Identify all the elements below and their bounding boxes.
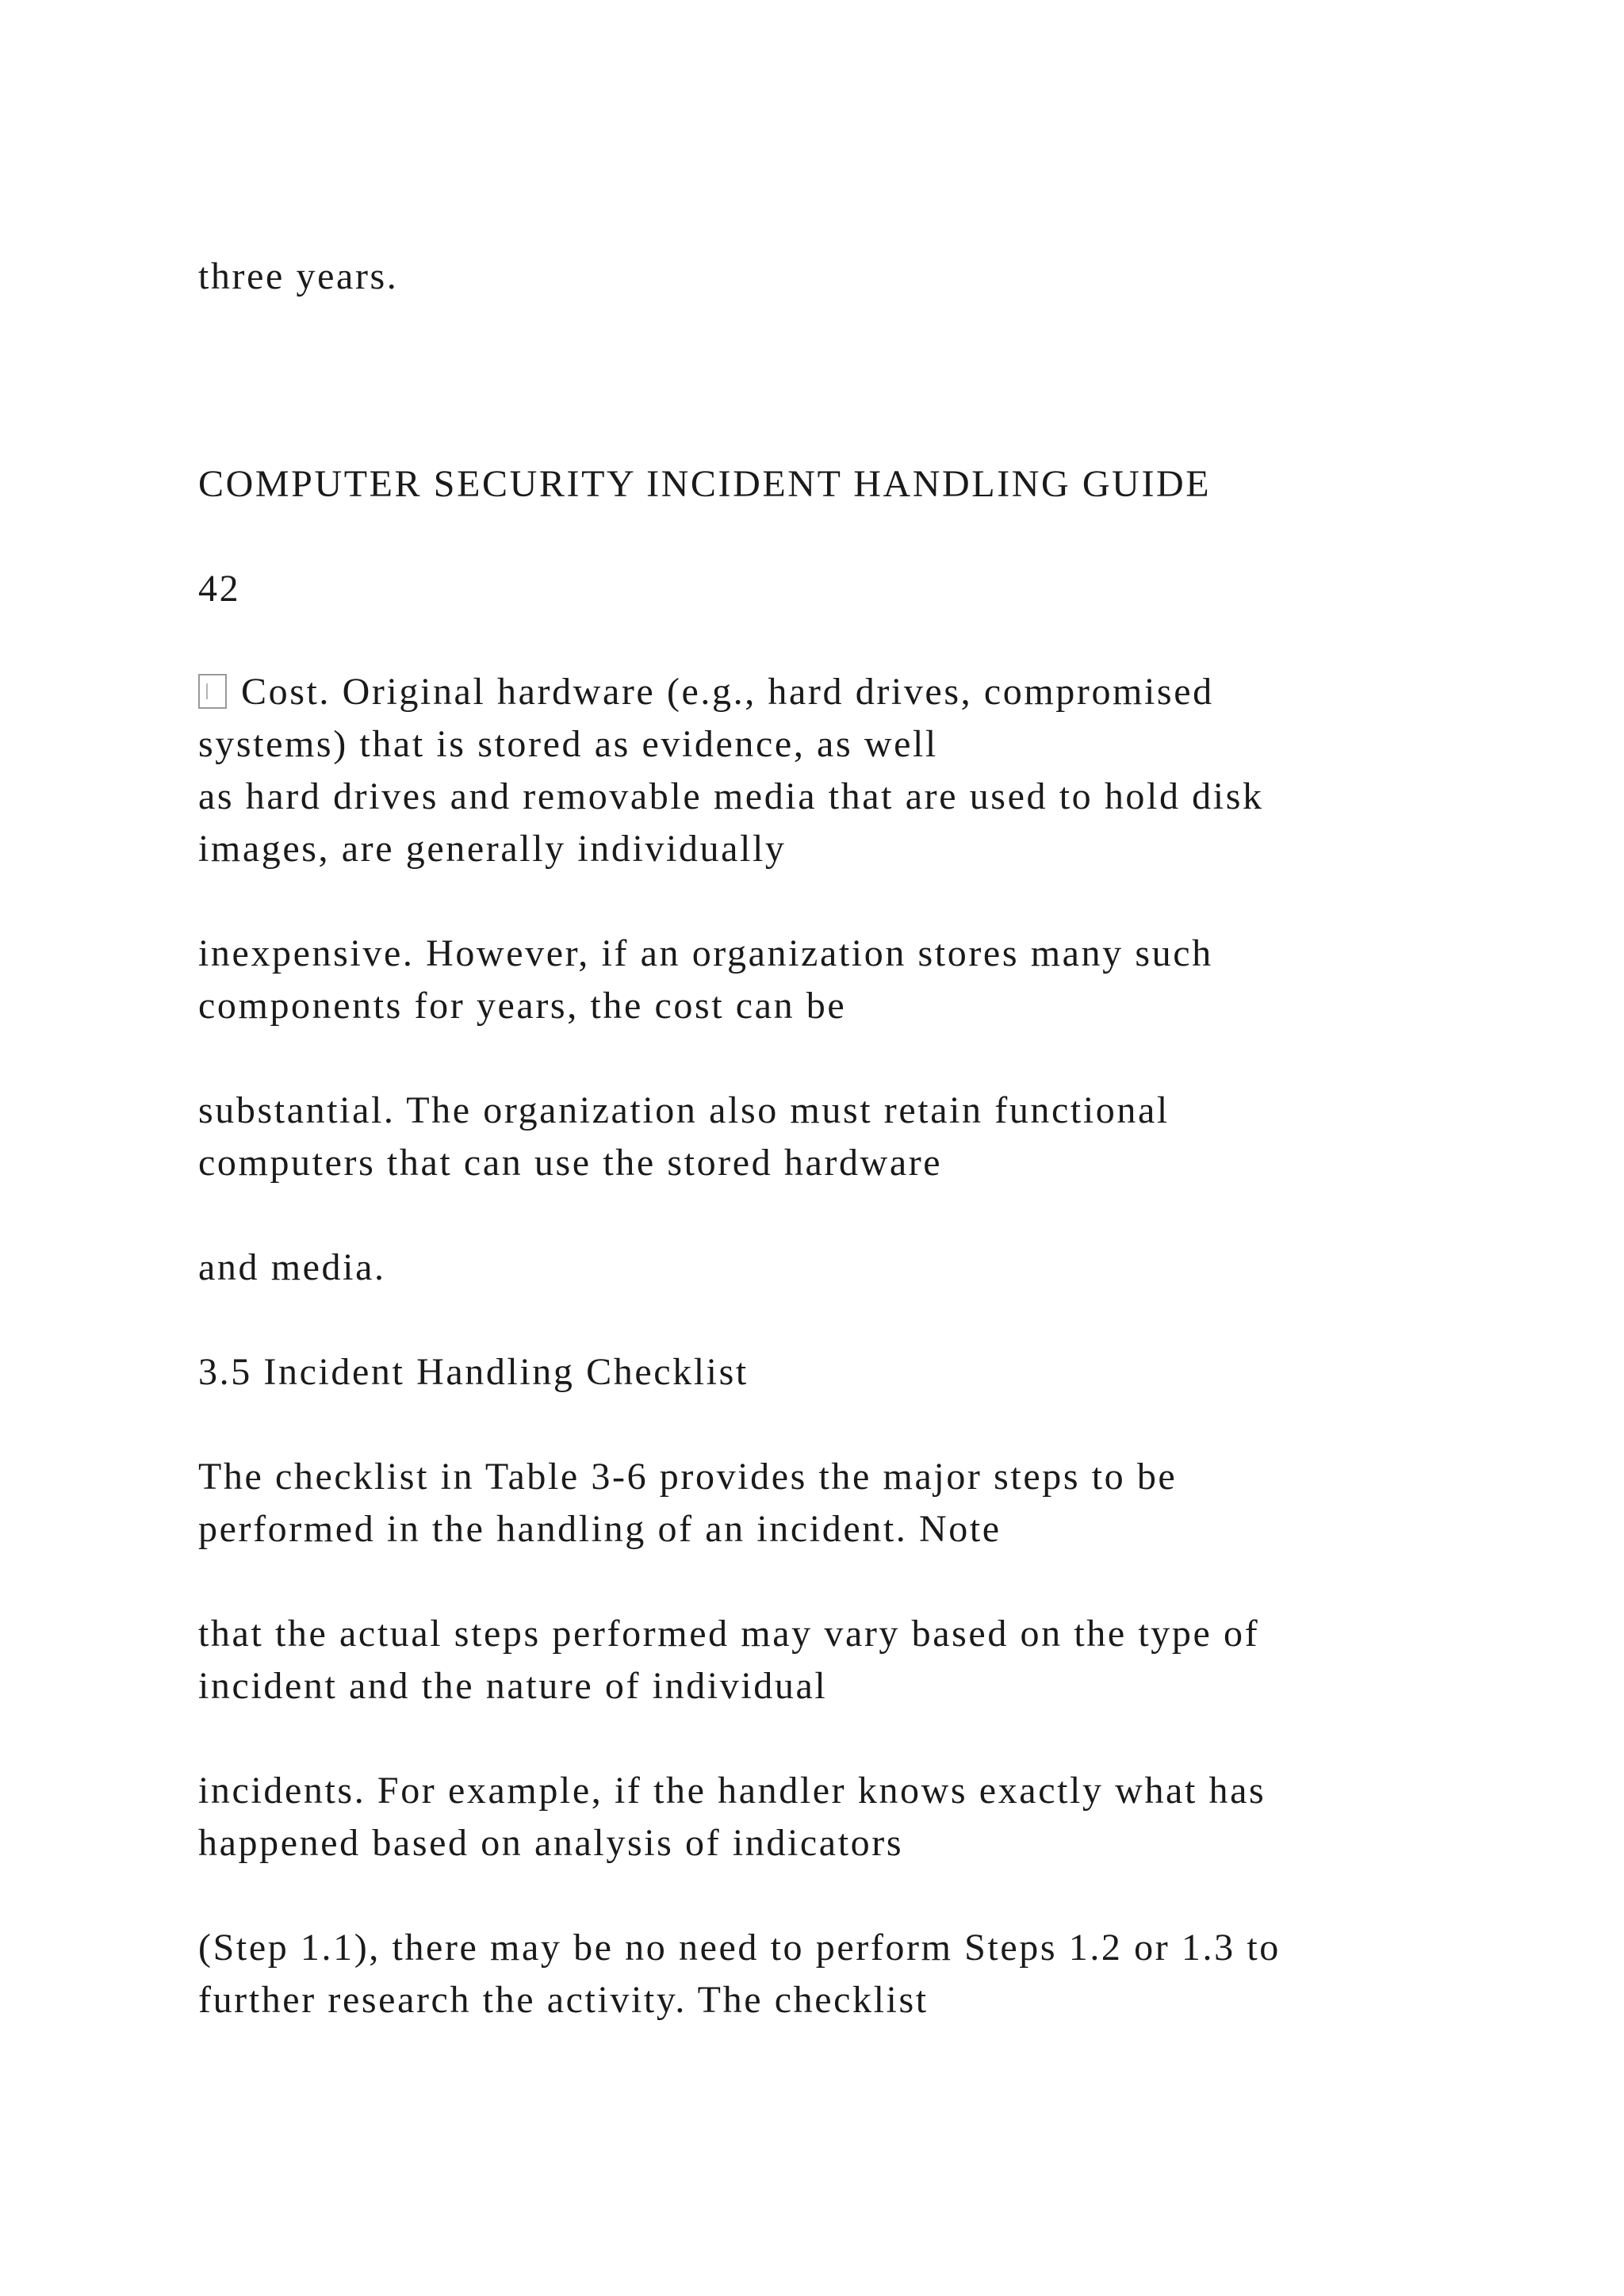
text-line: and media. <box>198 1246 386 1288</box>
text-line: as hard drives and removable media that are used to hold disk <box>198 775 1264 817</box>
page-number: 42 <box>198 568 241 610</box>
text-line: inexpensive. However, if an organization stores many such <box>198 932 1213 974</box>
text-line: happened based on analysis of indicators <box>198 1822 904 1864</box>
text-line: performed in the handling of an incident. Note <box>198 1508 1002 1550</box>
text-line: incident and the nature of individual <box>198 1665 828 1707</box>
bullet-item-line <box>198 666 1214 718</box>
running-header: COMPUTER SECURITY INCIDENT HANDLING GUIDE <box>198 463 1212 505</box>
text-line: The checklist in Table 3-6 provides the major steps to be <box>198 1456 1178 1498</box>
text-line: (Step 1.1), there may be no need to perform Steps 1.2 or 1.3 to <box>198 1927 1281 1969</box>
text-line: images, are generally individually <box>198 828 787 870</box>
text-line: computers that can use the stored hardware <box>198 1142 943 1184</box>
bullet-text: Cost. Original hardware (e.g., hard drives, compromised <box>241 671 1214 713</box>
text-line: components for years, the cost can be <box>198 985 847 1027</box>
text-line: three years. <box>198 255 399 297</box>
section-heading: 3.5 Incident Handling Checklist <box>198 1351 749 1393</box>
text-line: that the actual steps performed may vary based on the type of <box>198 1613 1260 1655</box>
text-line: substantial. The organization also must retain functional <box>198 1089 1170 1131</box>
missing-glyph-bullet-icon <box>198 674 227 709</box>
text-line: incidents. For example, if the handler knows exactly what has <box>198 1770 1266 1812</box>
text-line: further research the activity. The checklist <box>198 1979 929 2021</box>
text-line: systems) that is stored as evidence, as well <box>198 723 938 765</box>
